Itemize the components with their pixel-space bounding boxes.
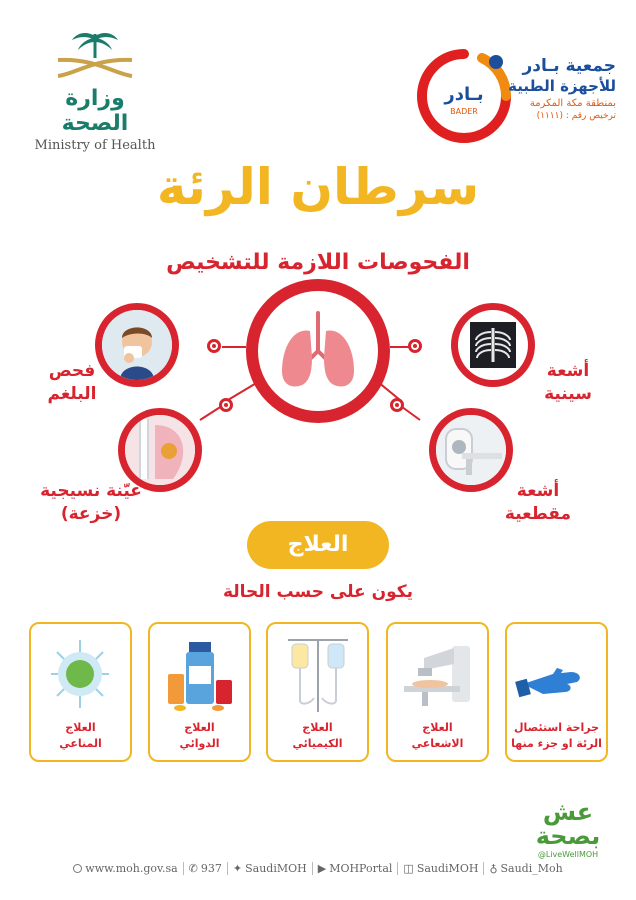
xray-circle: [451, 303, 535, 387]
footer-phone-text: 937: [200, 862, 222, 875]
moh-arabic-name: وزارة الصحة: [61, 86, 129, 136]
xray-label: [528, 360, 608, 406]
ct-label-line2: مقطعية: [504, 503, 572, 524]
footer-website[interactable]: [68, 862, 182, 875]
immune-cell-icon: [37, 634, 124, 714]
livewell-handle: @LiveWellMOH: [537, 850, 599, 859]
bader-mark-english: BADER: [450, 107, 478, 116]
treatment-note: يكون على حسب الحالة: [222, 582, 414, 602]
ct-connector-dot: [390, 398, 404, 412]
bader-subtitle: للأجهزة الطبية: [508, 77, 616, 95]
card-line1: العلاج: [422, 721, 453, 734]
footer-twitter[interactable]: [227, 862, 312, 875]
card-line1: جراحة استئصال: [513, 721, 600, 734]
footer-snapchat-text: Saudi_Moh: [500, 862, 563, 875]
treatment-card-surgery: [505, 622, 608, 762]
card-line1: العلاج: [184, 721, 215, 734]
card-line2: الرئة او جزء منها: [511, 736, 602, 750]
bader-name: جمعية بـادر: [522, 56, 616, 76]
footer-website-text: www.moh.gov.sa: [85, 862, 178, 875]
card-line2: الكيميائي: [292, 736, 343, 750]
card-line1: العلاج: [302, 721, 333, 734]
page-subtitle: الفحوصات اللازمة للتشخيص: [166, 250, 470, 275]
xray-label-line1: أشعة: [546, 361, 590, 381]
chest-xray-icon: [458, 310, 528, 380]
treatment-card-medicine: [148, 622, 251, 762]
ct-label-line1: أشعة: [516, 481, 560, 501]
livewell-line2: بصحة: [535, 822, 601, 850]
bader-mark-arabic: بـادر: [444, 84, 484, 105]
sputum-connector-dot: [207, 339, 221, 353]
biopsy-label-line2: (خزعة): [60, 503, 122, 524]
surgery-glove-icon: [513, 634, 600, 714]
footer-youtube-text: MOHPortal: [329, 862, 393, 875]
lungs-circle: [246, 279, 390, 423]
ct-scanner-icon: [436, 415, 506, 485]
instagram-icon: ◫: [403, 862, 414, 875]
treatment-card-chemo: [266, 622, 369, 762]
card-line1: العلاج: [65, 721, 96, 734]
treatment-card-label: [390, 720, 485, 752]
footer-snapchat[interactable]: [483, 862, 567, 875]
bader-region: بمنطقة مكة المكرمة: [529, 98, 616, 109]
card-line2: الدوائي: [179, 736, 220, 750]
footer-twitter-text: SaudiMOH: [245, 862, 307, 875]
treatment-card-radiotherapy: [386, 622, 489, 762]
livewell-logo: [528, 798, 608, 859]
lungs-icon: [258, 291, 378, 411]
treatment-heading: العلاج: [247, 521, 389, 569]
biopsy-label-line1: عيّنة نسيجية: [40, 481, 142, 501]
moh-english-name: Ministry of Health: [34, 138, 156, 153]
coughing-person-icon: [102, 310, 172, 380]
biopsy-label: [36, 480, 146, 526]
globe-icon: [73, 864, 82, 873]
footer-contacts: [0, 862, 636, 875]
card-line2: الاشعاعي: [411, 736, 464, 750]
bader-license: ترخيص رقم : (١١١١): [536, 111, 616, 121]
radiotherapy-machine-icon: [394, 634, 481, 714]
livewell-line1: عش: [542, 798, 594, 826]
biopsy-connector-dot: [219, 398, 233, 412]
footer-phone[interactable]: [183, 862, 227, 875]
treatment-card-label: [509, 720, 604, 752]
treatment-card-immune: [29, 622, 132, 762]
medicine-bottles-icon: [156, 634, 243, 714]
treatment-card-label: [270, 720, 365, 752]
biopsy-needle-icon: [125, 415, 195, 485]
xray-connector-dot: [408, 339, 422, 353]
treatment-card-label: [152, 720, 247, 752]
treatment-card-label: [33, 720, 128, 752]
xray-label-line2: سينية: [544, 383, 592, 404]
page-title: سرطان الرئة: [156, 158, 480, 216]
twitter-icon: ✦: [232, 862, 243, 875]
footer-instagram[interactable]: [397, 862, 483, 875]
footer-youtube[interactable]: [312, 862, 398, 875]
phone-icon: ✆: [188, 862, 198, 875]
card-line2: المناعي: [59, 736, 102, 750]
footer-instagram-text: SaudiMOH: [416, 862, 479, 875]
iv-drip-icon: [274, 634, 361, 714]
sputum-label: فحص البلغم: [47, 361, 97, 404]
youtube-icon: ▶: [317, 862, 327, 875]
ct-label: [488, 480, 588, 526]
snapchat-icon: ♁: [489, 862, 498, 875]
